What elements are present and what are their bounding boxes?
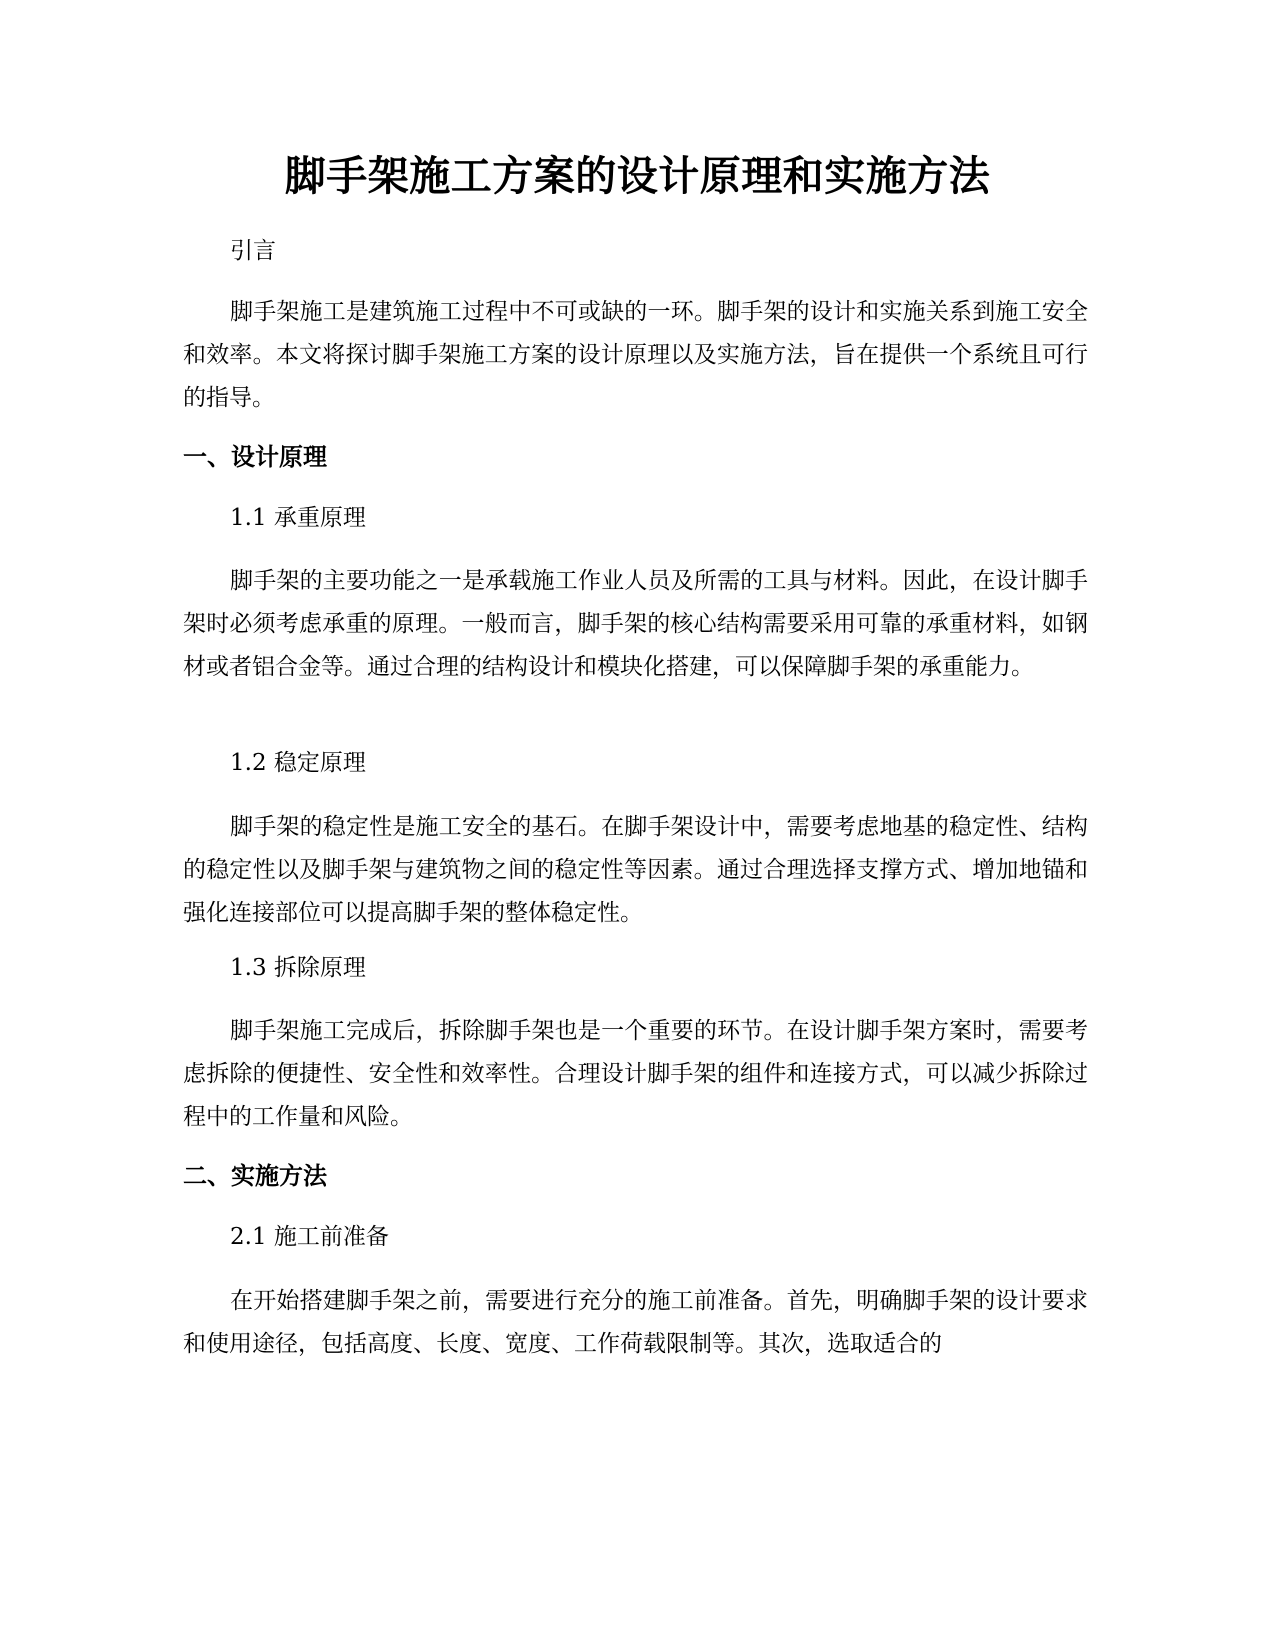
intro-paragraph: 脚手架施工是建筑施工过程中不可或缺的一环。脚手架的设计和实施关系到施工安全和效率。本文将探讨脚手架施工方案的设计原理以及实施方法，旨在提供一个系统且可行的指导。 — [183, 299, 1088, 411]
subheading-load-bearing: 1.1 承重原理 — [230, 505, 366, 531]
intro-label: 引言 — [230, 238, 276, 264]
paragraph-dismantling: 脚手架施工完成后，拆除脚手架也是一个重要的环节。在设计脚手架方案时，需要考虑拆除的便捷性、安全性和效率性。合理设计脚手架的组件和连接方式，可以减少拆除过程中的工作量和风险。 — [183, 1018, 1088, 1130]
document-title: 脚手架施工方案的设计原理和实施方法 — [284, 152, 991, 200]
section-heading-implementation: 二、实施方法 — [183, 1162, 327, 1190]
section-heading-design-principles: 一、设计原理 — [183, 443, 327, 471]
paragraph-preparation: 在开始搭建脚手架之前，需要进行充分的施工前准备。首先，明确脚手架的设计要求和使用途径，包括高度、长度、宽度、工作荷载限制等。其次，选取适合的 — [183, 1288, 1088, 1357]
subheading-stability: 1.2 稳定原理 — [230, 750, 366, 776]
paragraph-load-bearing: 脚手架的主要功能之一是承载施工作业人员及所需的工具与材料。因此，在设计脚手架时必须考虑承重的原理。一般而言，脚手架的核心结构需要采用可靠的承重材料，如钢材或者铝合金等。通过合理的结构设计和模块化搭建，可以保障脚手架的承重能力。 — [183, 568, 1088, 680]
subheading-preparation: 2.1 施工前准备 — [230, 1224, 389, 1250]
subheading-dismantling: 1.3 拆除原理 — [230, 955, 366, 981]
paragraph-stability: 脚手架的稳定性是施工安全的基石。在脚手架设计中，需要考虑地基的稳定性、结构的稳定性以及脚手架与建筑物之间的稳定性等因素。通过合理选择支撑方式、增加地锚和强化连接部位可以提高脚手架的整体稳定性。 — [183, 814, 1088, 926]
